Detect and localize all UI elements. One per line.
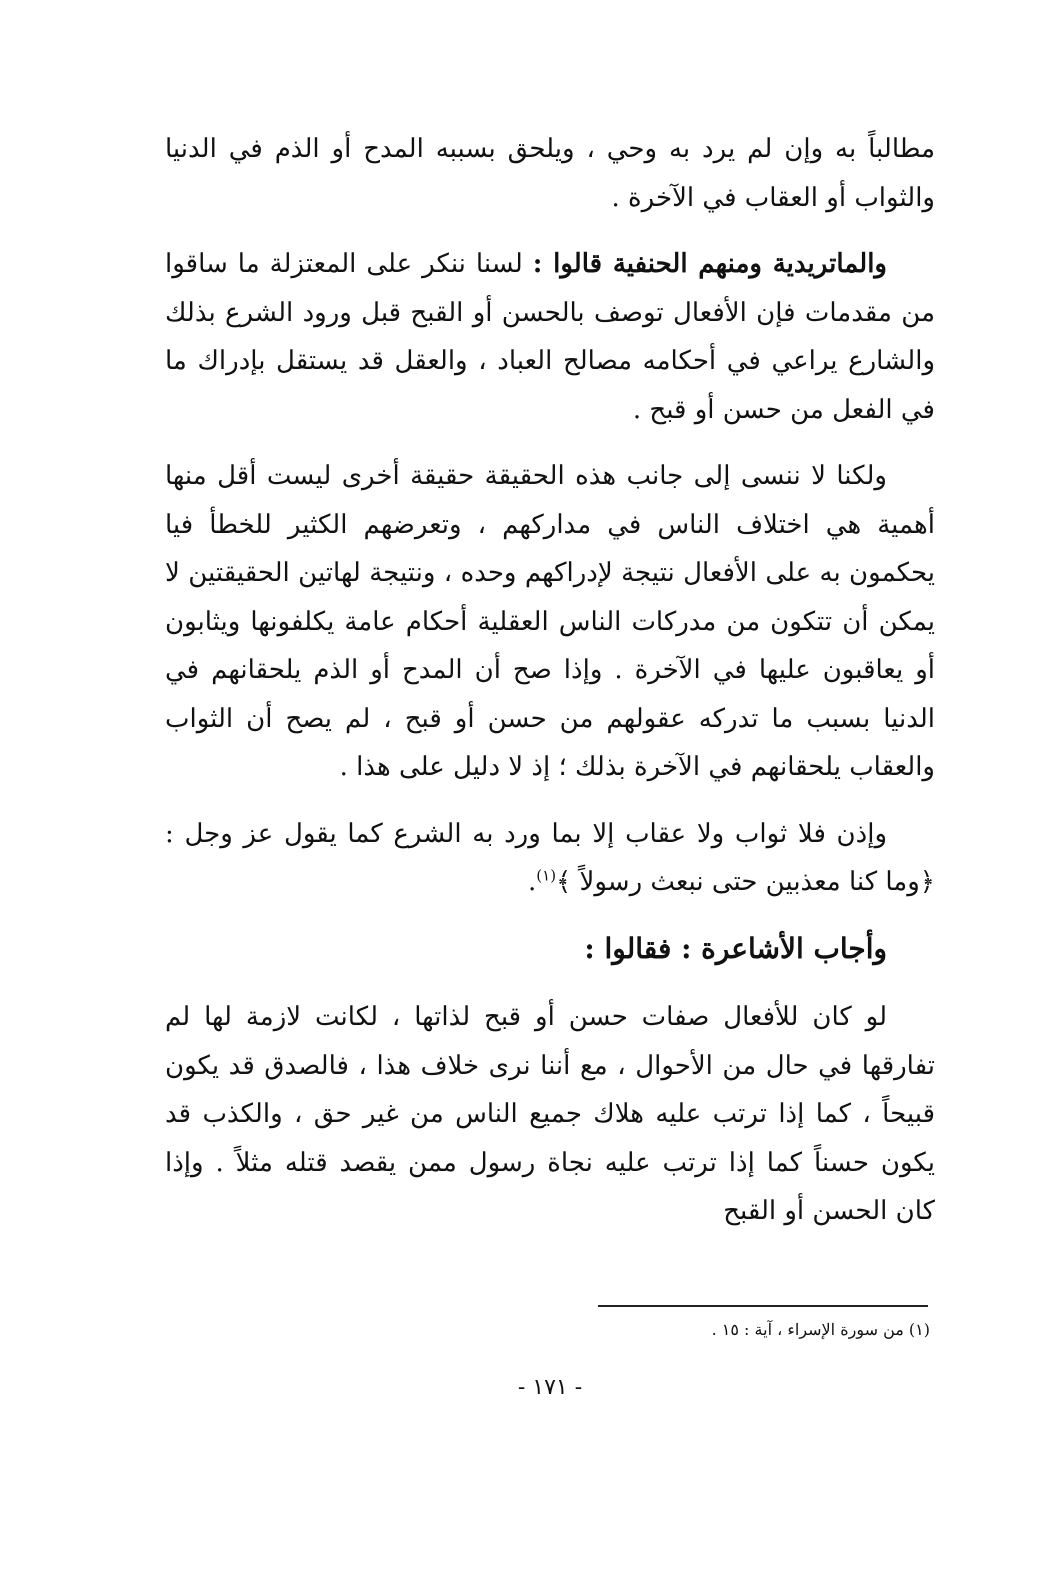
paragraph-3 xyxy=(165,452,935,792)
paragraph-4 xyxy=(165,810,935,907)
paragraph-4-text: وإذن فلا ثواب ولا عقاب إلا بما ورد به الشرع كما يقول عز وجل : ﴿وما كنا معذبين حتى نبعث رسولاً ﴾ xyxy=(165,818,935,897)
paragraph-2 xyxy=(165,240,935,434)
paragraph-1-text: مطالباً به وإن لم يرد به وحي ، ويلحق بسببه المدح أو الذم في الدنيا والثواب أو العقاب في الآخرة . xyxy=(165,134,935,213)
page-number: - ١٧١ - xyxy=(517,1375,583,1400)
paragraph-4-tail: . xyxy=(528,867,537,897)
paragraph-3-text: ولكنا لا ننسى إلى جانب هذه الحقيقة حقيقة أخرى ليست أقل منها أهمية هي اختلاف الناس في مداركهم ، وتعرضهم الكثير للخطأ فيا يحكمون به على الأفعال نتيجة لإدراكهم وحده ، ونتيجة لهاتين الحقيقتين لا يمكن أن تتكون من مدركات الناس العقلية أحكام عامة يكلفونها ويثابون أو يعاقبون عليها في الآخرة . وإذا صح أن المدح أو الذم يلحقانهم في الدنيا بسبب ما تدركه عقولهم من حسن أو قبح ، لم يصح أن الثواب والعقاب يلحقانهم في الآخرة بذلك ؛ إذ لا دليل على هذا . xyxy=(165,461,935,782)
page-body xyxy=(165,125,935,1254)
footnote-divider xyxy=(598,1305,928,1307)
paragraph-2-lead: والماتريدية ومنهم الحنفية قالوا : xyxy=(532,249,887,279)
paragraph-1 xyxy=(165,125,935,222)
footnote-reference: (١) xyxy=(536,866,557,885)
footnote: (١) من سورة الإسراء ، آية : ١٥ . xyxy=(711,1320,930,1339)
paragraph-5-text: لو كان للأفعال صفات حسن أو قبح لذاتها ، لكانت لازمة لها لم تفارقها في حال من الأحوال ، مع أننا نرى خلاف هذا ، فالصدق قد يكون قبيحاً ، كما إذا ترتب عليه هلاك جميع الناس من غير حق ، والكذب قد يكون حسناً كما إذا ترتب عليه نجاة رسول ممن يقصد قتله مثلاً . وإذا كان الحسن أو القبح xyxy=(165,1002,936,1226)
paragraph-2-text: لسنا ننكر على المعتزلة ما ساقوا من مقدمات فإن الأفعال توصف بالحسن أو القبح قبل ورود الشرع بذلك والشارع يراعي في أحكامه مصالح العباد ، والعقل قد يستقل بإدراك ما في الفعل من حسن أو قبح . xyxy=(165,249,935,425)
paragraph-5 xyxy=(165,993,935,1236)
section-heading: وأجاب الأشاعرة : فقالوا : xyxy=(584,931,887,965)
